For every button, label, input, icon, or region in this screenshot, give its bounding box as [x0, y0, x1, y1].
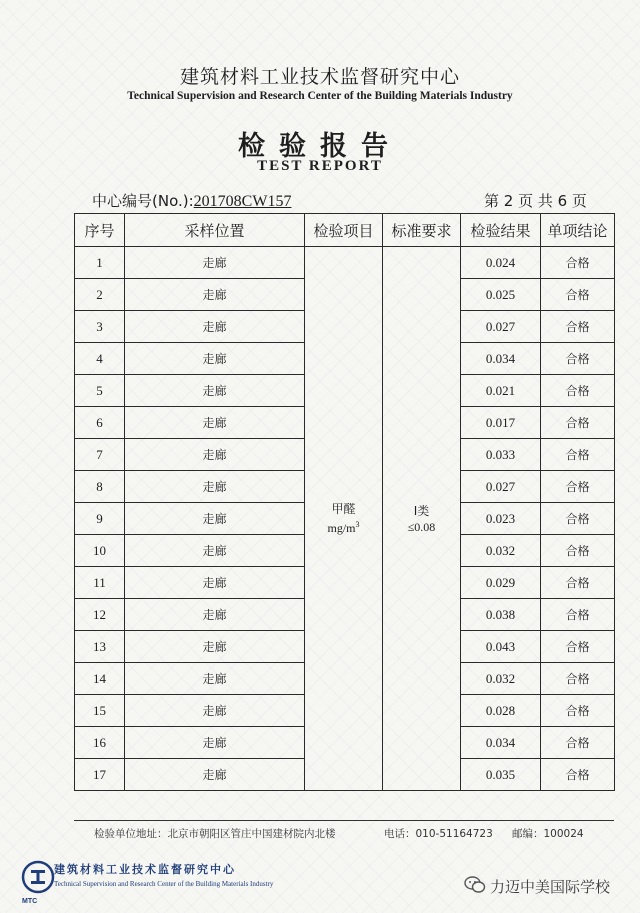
cell-result: 0.027 [461, 471, 541, 503]
cell-result: 0.034 [461, 343, 541, 375]
footer-address: 检验单位地址：北京市朝阳区管庄中国建材院内北楼 [94, 828, 336, 840]
cell-result: 0.017 [461, 407, 541, 439]
logo-abbreviation: MTC [22, 898, 38, 905]
center-number [92, 190, 291, 211]
wechat-icon [464, 876, 486, 894]
cell-location: 走廊 [125, 407, 305, 439]
cell-conclusion: 合格 [541, 567, 615, 599]
footer-divider [74, 820, 614, 821]
test-item-unit: $mg/m^3$ [327, 520, 360, 535]
cell-no: 5 [75, 375, 125, 407]
cell-result: 0.038 [461, 599, 541, 631]
cell-result: 0.028 [461, 695, 541, 727]
cell-location: 走廊 [125, 567, 305, 599]
cell-conclusion: 合格 [541, 503, 615, 535]
col-header-standard: 标准要求 [383, 214, 461, 247]
cell-no: 17 [75, 759, 125, 791]
cell-location: 走廊 [125, 631, 305, 663]
col-header-location: 采样位置 [125, 214, 305, 247]
cell-location: 走廊 [125, 663, 305, 695]
cell-location: 走廊 [125, 311, 305, 343]
cell-no: 11 [75, 567, 125, 599]
col-header-result: 检验结果 [461, 214, 541, 247]
cell-conclusion: 合格 [541, 695, 615, 727]
cell-no: 16 [75, 727, 125, 759]
test-results-table [74, 213, 615, 791]
cell-result: 0.024 [461, 247, 541, 279]
cell-location: 走廊 [125, 727, 305, 759]
cell-location: 走廊 [125, 247, 305, 279]
cell-no: 3 [75, 311, 125, 343]
cell-no: 7 [75, 439, 125, 471]
org-name-en: Technical Supervision and Research Center of the Building Materials Industry [127, 90, 513, 102]
center-number-label: 中心编号(No.): [92, 192, 194, 210]
page-info: 第 2 页 共 6 页 [484, 192, 587, 210]
logo-org-name-en: Technical Supervision and Research Center of the Building Materials Industry [54, 880, 274, 888]
cell-result: 0.035 [461, 759, 541, 791]
cell-location: 走廊 [125, 599, 305, 631]
cell-result: 0.034 [461, 727, 541, 759]
cell-location: 走廊 [125, 471, 305, 503]
cell-location: 走廊 [125, 759, 305, 791]
cell-location: 走廊 [125, 279, 305, 311]
cell-conclusion: 合格 [541, 343, 615, 375]
cell-conclusion: 合格 [541, 535, 615, 567]
report-title-en: TEST REPORT [257, 158, 383, 174]
cell-conclusion: 合格 [541, 663, 615, 695]
report-title-cn: 检验报告 [238, 131, 402, 162]
cell-conclusion: 合格 [541, 247, 615, 279]
cell-result: 0.029 [461, 567, 541, 599]
standard-class: Ⅰ类 [413, 503, 430, 518]
cell-conclusion: 合格 [541, 407, 615, 439]
cell-conclusion: 合格 [541, 471, 615, 503]
cell-result: 0.025 [461, 279, 541, 311]
cell-conclusion: 合格 [541, 631, 615, 663]
footer-phone: 电话：010-51164723 [384, 828, 493, 840]
cell-location: 走廊 [125, 439, 305, 471]
logo-org-name-cn: 建筑材料工业技术监督研究中心 [54, 863, 236, 876]
test-item-name: 甲醛 [331, 502, 356, 516]
col-header-test-item: 检验项目 [305, 214, 383, 247]
table-row [75, 247, 615, 279]
cell-no: 14 [75, 663, 125, 695]
col-header-conclusion: 单项结论 [541, 214, 615, 247]
cell-no: 4 [75, 343, 125, 375]
cell-result: 0.027 [461, 311, 541, 343]
cell-no: 8 [75, 471, 125, 503]
cell-no: 15 [75, 695, 125, 727]
cell-conclusion: 合格 [541, 599, 615, 631]
cell-no: 2 [75, 279, 125, 311]
cell-result: 0.021 [461, 375, 541, 407]
cell-conclusion: 合格 [541, 727, 615, 759]
cell-no: 13 [75, 631, 125, 663]
cell-location: 走廊 [125, 375, 305, 407]
standard-limit: ≤0.08 [407, 519, 436, 534]
cell-conclusion: 合格 [541, 279, 615, 311]
col-header-no: 序号 [75, 214, 125, 247]
cell-location: 走廊 [125, 503, 305, 535]
cell-location: 走廊 [125, 535, 305, 567]
footer-zip: 邮编：100024 [512, 828, 584, 840]
cell-no: 10 [75, 535, 125, 567]
cell-location: 走廊 [125, 343, 305, 375]
cell-result: 0.043 [461, 631, 541, 663]
cell-test-item [305, 247, 383, 791]
cell-result: 0.023 [461, 503, 541, 535]
cell-result: 0.032 [461, 535, 541, 567]
org-name-cn: 建筑材料工业技术监督研究中心 [179, 66, 460, 88]
cell-no: 9 [75, 503, 125, 535]
cell-result: 0.032 [461, 663, 541, 695]
cell-conclusion: 合格 [541, 311, 615, 343]
cell-no: 6 [75, 407, 125, 439]
cell-no: 12 [75, 599, 125, 631]
mtc-logo-icon [20, 859, 56, 895]
cell-conclusion: 合格 [541, 759, 615, 791]
cell-result: 0.033 [461, 439, 541, 471]
cell-conclusion: 合格 [541, 439, 615, 471]
cell-standard [383, 247, 461, 791]
cell-conclusion: 合格 [541, 375, 615, 407]
table-header-row [75, 214, 615, 247]
wechat-account-name: 力迈中美国际学校 [490, 878, 611, 896]
cell-location: 走廊 [125, 695, 305, 727]
cell-no: 1 [75, 247, 125, 279]
center-number-value: 201708CW157 [193, 193, 292, 210]
